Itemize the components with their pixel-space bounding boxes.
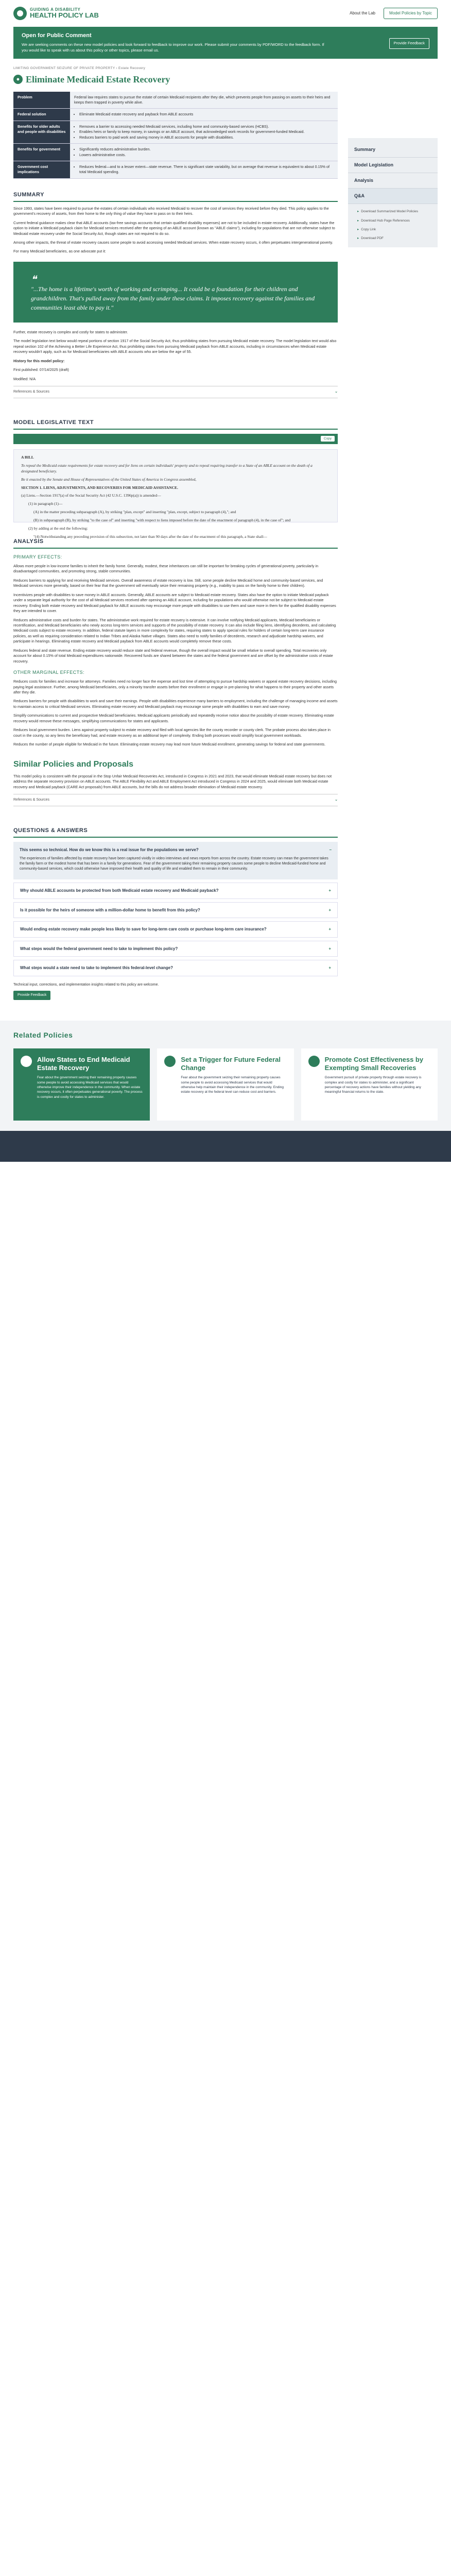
banner-feedback-button[interactable]: Provide Feedback [389,38,429,49]
summary-paragraph: Since 1993, states have been required to pursue the estates of certain individuals who received Medicaid to recover the cost of services they received before they died. This policy applies to the government's recovery of assets, from their home to the only thing of value they have to pass on to their heirs. [13,206,329,216]
quote-mark-icon: ❝ [31,274,37,285]
summary-table [13,92,338,179]
sidebar [348,66,438,1000]
references-label: References & Sources [13,389,50,394]
row-label: Government cost implications [13,161,70,179]
similar-paragraph: This model policy is consistent with the proposal in the Stop Unfair Medicaid Recoveries Act, introduced in Congress in 2021 and 2023, that would eliminate Medicaid estate recovery but does not address the separate recovery provision on ABLE accounts. The ABLE Flexibility Act and ABLE Employment Act introduced in Congress in 2024 and 2025, would eliminate both Medicaid estate recovery and Medicaid payback (CARE Act proposals) from ABLE accounts, but the bills do not address broader elimination of Medicaid estate recovery. [13,773,332,789]
row-value: • Removes a barrier to accessing needed Medicaid services, including home and community-based services (HCBS). [79,124,334,129]
row-label: Benefits for government [13,144,70,161]
history-published: First published: 07/14/2025 (draft) [13,367,69,372]
page-toc [348,138,438,247]
banner-text: We are seeking comments on these new model policies and look forward to feedback to improve our work. Please submit your comments by PDF/WORD to the feedback form. If you would like to speak with us about this policy or other topics, please email us. [22,42,324,53]
plus-icon: + [328,927,331,932]
main-nav [350,8,438,19]
legislation-heading: MODEL LEGISLATIVE TEXT [13,419,338,430]
bill-line: (2) by adding at the end the following: [28,526,88,531]
analysis-heading: ANALYSIS [13,538,338,549]
logo-line1: GUIDING A DISABILITY [30,7,81,12]
summary-paragraph: Among other impacts, the threat of estate recovery causes some people to avoid accessing needed Medicaid services. When estate recovery occurs, it often perpetuates intergenerational poverty. [13,240,333,245]
related-heading: Related Policies [13,1031,73,1040]
sidebar-link[interactable]: ▸ Download Summarized Model Policies [348,207,438,216]
references-label: References & Sources [13,798,50,802]
bill-line: (a) Liens.—Section 1917(a) of the Social Security Act (42 U.S.C. 1396p(a)) is amended— [21,493,161,498]
pull-quote [13,262,338,323]
history-label: History for this model policy: [13,358,65,363]
toc-qa[interactable]: Q&A [348,189,438,204]
quote-text: "...The home is a lifetime's worth of working and scrimping... It could be a foundation for their children and grandchildren. That's pulled away from the family under these claims. It imposes recovery against the families and communities least able to pay it." [31,285,315,311]
plus-icon: + [328,888,331,893]
table-row [13,92,338,109]
summary-paragraph: Further, estate recovery is complex and costly for states to administer. [13,329,128,334]
related-card[interactable] [301,1048,438,1121]
site-footer [0,1131,451,1162]
bill-line: (A) in the matter preceding subparagraph (A), by striking "plan, except" and inserting "plan, except, subject to paragraph (4),"; and [33,510,236,515]
row-value: • Lowers administrative costs. [79,152,334,158]
policy-icon [164,1056,176,1067]
related-card[interactable] [13,1048,150,1121]
chevron-down-icon: ⌄ [335,389,338,394]
bill-line: SECTION 1. LIENS, ADJUSTMENTS, AND RECOVERIES FOR MEDICAID ASSISTANCE. [21,485,178,490]
related-policies [0,1021,451,1130]
qa-question: Why should ABLE accounts be protected from both Medicaid estate recovery and Medicaid payback? [20,888,219,893]
analysis-paragraph: Allows more people in low-income families to inherit the family home. Generally, modest, these inheritances can still be important for breaking cycles of generational poverty, particularly in disadvantaged communities, and promoting strong, stable communities. [13,564,319,574]
row-label: Federal solution [13,109,70,121]
sidebar-link[interactable]: ▸ Download PDF [348,234,438,243]
plus-icon: + [328,965,331,971]
site-header [0,0,451,27]
toc-analysis[interactable]: Analysis [348,173,438,189]
references-toggle[interactable] [13,386,338,398]
row-label: Problem [13,92,70,109]
analysis-paragraph: Incentivizes people with disabilities to save money in ABLE accounts. Generally, ABLE accounts are subject to Medicaid estate recovery. States also have the option to initiate Medicaid payback under a separate legal authority for the cost of all Medicaid services received after opening an ABLE account, including for populations who would otherwise not be subject to Medicaid estate recovery. Ending both estate recovery and Medicaid payback for ABLE accounts may encourage more people with disabilities to use them and save more in them for the qualified disability expenses they are intended to cover. [13,592,336,614]
bill-text [13,449,338,539]
logo-icon [13,7,27,20]
main-content [13,66,338,1000]
qa-question: Is it possible for the heirs of someone with a million-dollar home to benefit from this policy? [20,907,200,912]
qa-item[interactable] [13,941,338,957]
chevron-down-icon: ⌄ [335,798,338,802]
table-row [13,161,338,179]
related-card[interactable] [157,1048,293,1121]
banner-title: Open for Public Comment [22,32,92,39]
plus-icon: + [328,946,331,951]
primary-effects-heading: PRIMARY EFFECTS: [13,554,62,560]
analysis-paragraph: Reduces the number of people eligible for Medicaid in the future. Eliminating estate recovery may lead more future Medicaid enrollment, generating savings for federal and state governments. [13,742,326,747]
qa-item-expanded[interactable] [13,842,338,879]
qa-item[interactable] [13,902,338,919]
other-effects-heading: OTHER MARGINAL EFFECTS: [13,670,85,675]
card-text: Fear about the government seizing their remaining property causes some people to avoid accessing Medicaid services that would otherwise help maintain their independence in the community. Ending estate recovery at the federal level can reduce cost and barriers. [181,1076,284,1094]
history-modified: Modified: N/A [13,376,36,381]
qa-heading: QUESTIONS & ANSWERS [13,827,338,838]
analysis-paragraph: Reduces administrative costs and burden for states. The administrative work required for estate recovery is extensive. It can involve notifying Medicaid applicants, Medicaid beneficiaries or recertification, and Medicaid beneficiaries who newly access long-term services and supports of the possibility of estate recovery. It can also include filing liens, identifying decedents, and calculating Medicaid costs subject to estate recovery. In addition, federal statute layers in more complexity for states, requiring states to apply special rules for holders of certain long-term care insurance policies, as well as requiring consideration related to Indian Tribes and Alaska Native villages. States also need to notify families of decedents, research and adjudicate hardship waivers, and participate in hearings. Eliminating estate recovery and Medicaid payback from ABLE accounts would completely remove these costs. [13,617,336,644]
qa-question: Would ending estate recovery make people less likely to save for long-term care costs or purchase long-term care insurance? [20,927,267,932]
card-title: Promote Cost Effectiveness by Exempting Small Recoveries [324,1055,424,1072]
policy-icon [21,1056,32,1067]
copy-button[interactable]: Copy [321,436,335,442]
summary-paragraph: The model legislation text below would repeal portions of section 1917 of the Social Security Act, thus prohibiting states from pursuing Medicaid estate recovery. The model legislation text would also repeal section 102 of the Achieving a Better Life Experience Act, thus prohibiting states from pursuing Medicaid payback from ABLE accounts, including in circumstances when Medicaid estate recovery wouldn't apply, such as for Medicaid beneficiaries with ABLE accounts who are below the age of 55. [13,338,337,354]
row-value: Federal law requires states to pursue the estate of certain Medicaid recipients after they die, which prevents people from passing on assets to their heirs and keeps them trapped in poverty while alive. [70,92,338,109]
sidebar-link[interactable]: ▸ Download Hub Page References [348,216,438,225]
analysis-paragraph: Reduces federal and state revenue. Ending estate recovery would reduce state and federal revenue, though the overall impact would be small relative to overall spending. Total recoveries only account for about 0.15% of total Medicaid expenditures nationwide. Recovered funds are shared between the states and the federal government and are offset by the administrative costs of estate recovery. [13,648,333,664]
bill-line: "(4) Notwithstanding any preceding provision of this subsection, not later than 90 days after the date of the enactment of this paragraph, a State shall— [33,534,267,539]
references-toggle[interactable] [13,794,338,806]
site-logo[interactable] [13,7,99,20]
sidebar-link[interactable]: ▸ Copy Link [348,225,438,234]
feedback-text: Technical input, corrections, and implementation insights related to this policy are welcome. [13,983,159,987]
similar-heading: Similar Policies and Proposals [13,760,133,769]
summary-heading: SUMMARY [13,191,338,202]
row-value: • Reduces federal—and to a lesser extent—state revenue. There is significant state variability, but on average that revenue is equivalent to about 0.15% of total Medicaid spending. [79,164,334,175]
bill-line: To repeal the Medicaid estate requirements for estate recovery and for liens on certain individuals' property and to repeal requiring transfer to a State of an ABLE account on the death of a designated beneficiary. [21,463,313,473]
row-label: Benefits for older adults and people with disabilities [13,121,70,143]
row-value: • Enables heirs or family to keep money, in savings or an ABLE account, that acknowledged work records for government-funded Medicaid. [79,129,334,134]
row-value: • Eliminate Medicaid estate recovery and payback from ABLE accounts [79,112,334,117]
logo-line2: HEALTH POLICY LAB [30,11,99,20]
qa-question: What steps would a state need to take to implement this federal-level change? [20,965,173,971]
minus-icon[interactable]: − [329,848,332,853]
provide-feedback-button[interactable]: Provide Feedback [13,991,50,1000]
toc-model-legislation[interactable]: Model Legislation [348,158,438,173]
qa-question: What steps would the federal government need to take to implement this policy? [20,946,178,951]
qa-item[interactable] [13,960,338,976]
analysis-paragraph: Reduces costs for families and increase for attorneys. Families need no longer face the expense and lost time of attempting to pursue hardship waivers or appeal estate recovery decisions, including paying legal assistance. Further, among Medicaid beneficiaries, only a minority transfer assets before their enrollment or engage in pre-planning for what happens to their property and other assets after they die. [13,679,337,694]
qa-item[interactable] [13,883,338,899]
public-comment-banner [13,27,438,59]
table-row [13,121,338,143]
card-text: Fear about the government seizing their remaining property causes some people to avoid accessing Medicaid services that would otherwise improve their independence in the community. When estate recovery occurs, it often perpetuates generational poverty. The process is complex and costly for states to administer. [37,1076,143,1099]
plus-icon: + [328,907,331,912]
bill-line: (B) in subparagraph (B), by striking "to the case of" and inserting "with respect to liens imposed before the date of the enactment of paragraph (4), in the case of"; and [33,518,291,523]
policy-icon [308,1056,320,1067]
analysis-paragraph: Simplify communications to current and prospective Medicaid beneficiaries. Medicaid applicants periodically and repeatedly receive notice about the possibility of estate recovery. Eliminating estate recovery would remove these messages, simplifying communications for states and applicants. [13,713,334,723]
breadcrumb[interactable]: LIMITING GOVERNMENT SEIZURE OF PRIVATE PROPERTY › Estate Recovery [13,66,146,70]
bill-line: (1) in paragraph (1)— [28,501,63,506]
analysis-paragraph: Reduces local government burden. Liens against property subject to estate recovery and filed with local agencies like the county recorder or county clerk. The probate process also takes place in court in the county, so any liens the beneficiary had, and estate recovery as an additional layer of complexity. Ending both processes would simplify local government workloads. [13,727,331,738]
page-title: Eliminate Medicaid Estate Recovery [26,74,170,85]
card-text: Government pursuit of private property through estate recovery is complex and costly for states to administer, and a significant percentage of recovery actions have families without yielding any meaningful financial returns to the state. [324,1076,422,1094]
bill-toolbar [13,434,338,444]
nav-about[interactable]: About the Lab [350,11,375,16]
bill-line: A BILL [21,455,34,460]
summary-paragraph: Current federal guidance makes clear that ABLE accounts (tax-free savings accounts that certain qualified disability expenses) are not to be included in estate recovery. Additionally, states have the option to initiate a Medicaid payback claim for Medicaid services received after the opening of an ABLE account (known as "ABLE claims"), including for populations that are not otherwise subject to Medicaid estate recovery under the Social Security Act, though states are not required to do so. [13,220,335,236]
analysis-paragraph: Reduces barriers for people with disabilities to work and save their earnings. People with disabilities experience many barriers to employment, including the challenge of managing income and assets to maintain access to critical Medicaid services. Eliminating estate recovery and Medicaid payback may encourage some people with disabilities to earn and save money. [13,699,338,709]
card-title: Set a Trigger for Future Federal Change [181,1055,281,1072]
card-title: Allow States to End Medicaid Estate Recovery [37,1055,130,1072]
bill-line: Be it enacted by the Senate and House of Representatives of the United States of America in Congress assembled, [21,477,197,482]
qa-question: This seems so technical. How do we know this is a real issue for the populations we serve? [20,848,199,853]
qa-answer: The experiences of families affected by estate recovery have been captured vividly in video interviews and news reports from across the country. Estate recovery can mean the government takes the family farm or the modest home that has been in a family for generations. Fear of the government taking their remaining property causes some people to decline Medicaid-funded home and community-based services, which could otherwise have improved their health and quality of life and enabled them to remain in their community. [20,856,328,871]
analysis-paragraph: Reduces barriers to applying for and receiving Medicaid services. Overall awareness of estate recovery is low. Still, some people decline Medicaid home and community-based services, and Medicaid services more generally, based on their fear that the government will eventually seize their remaining property (e.g., inability to pass on the family home to their children). [13,578,323,588]
row-value: • Significantly reduces administrative burden. [79,147,334,152]
nav-model-policies[interactable]: Model Policies by Topic [384,8,438,19]
policy-icon: ● [13,75,23,84]
table-row [13,109,338,121]
summary-paragraph: For many Medicaid beneficiaries, as one advocate put it: [13,249,106,254]
table-row [13,144,338,161]
row-value: • Reduces barriers to paid work and saving money in ABLE accounts for people with disabilities. [79,135,334,140]
toc-summary[interactable]: Summary [348,142,438,158]
qa-item[interactable] [13,921,338,938]
